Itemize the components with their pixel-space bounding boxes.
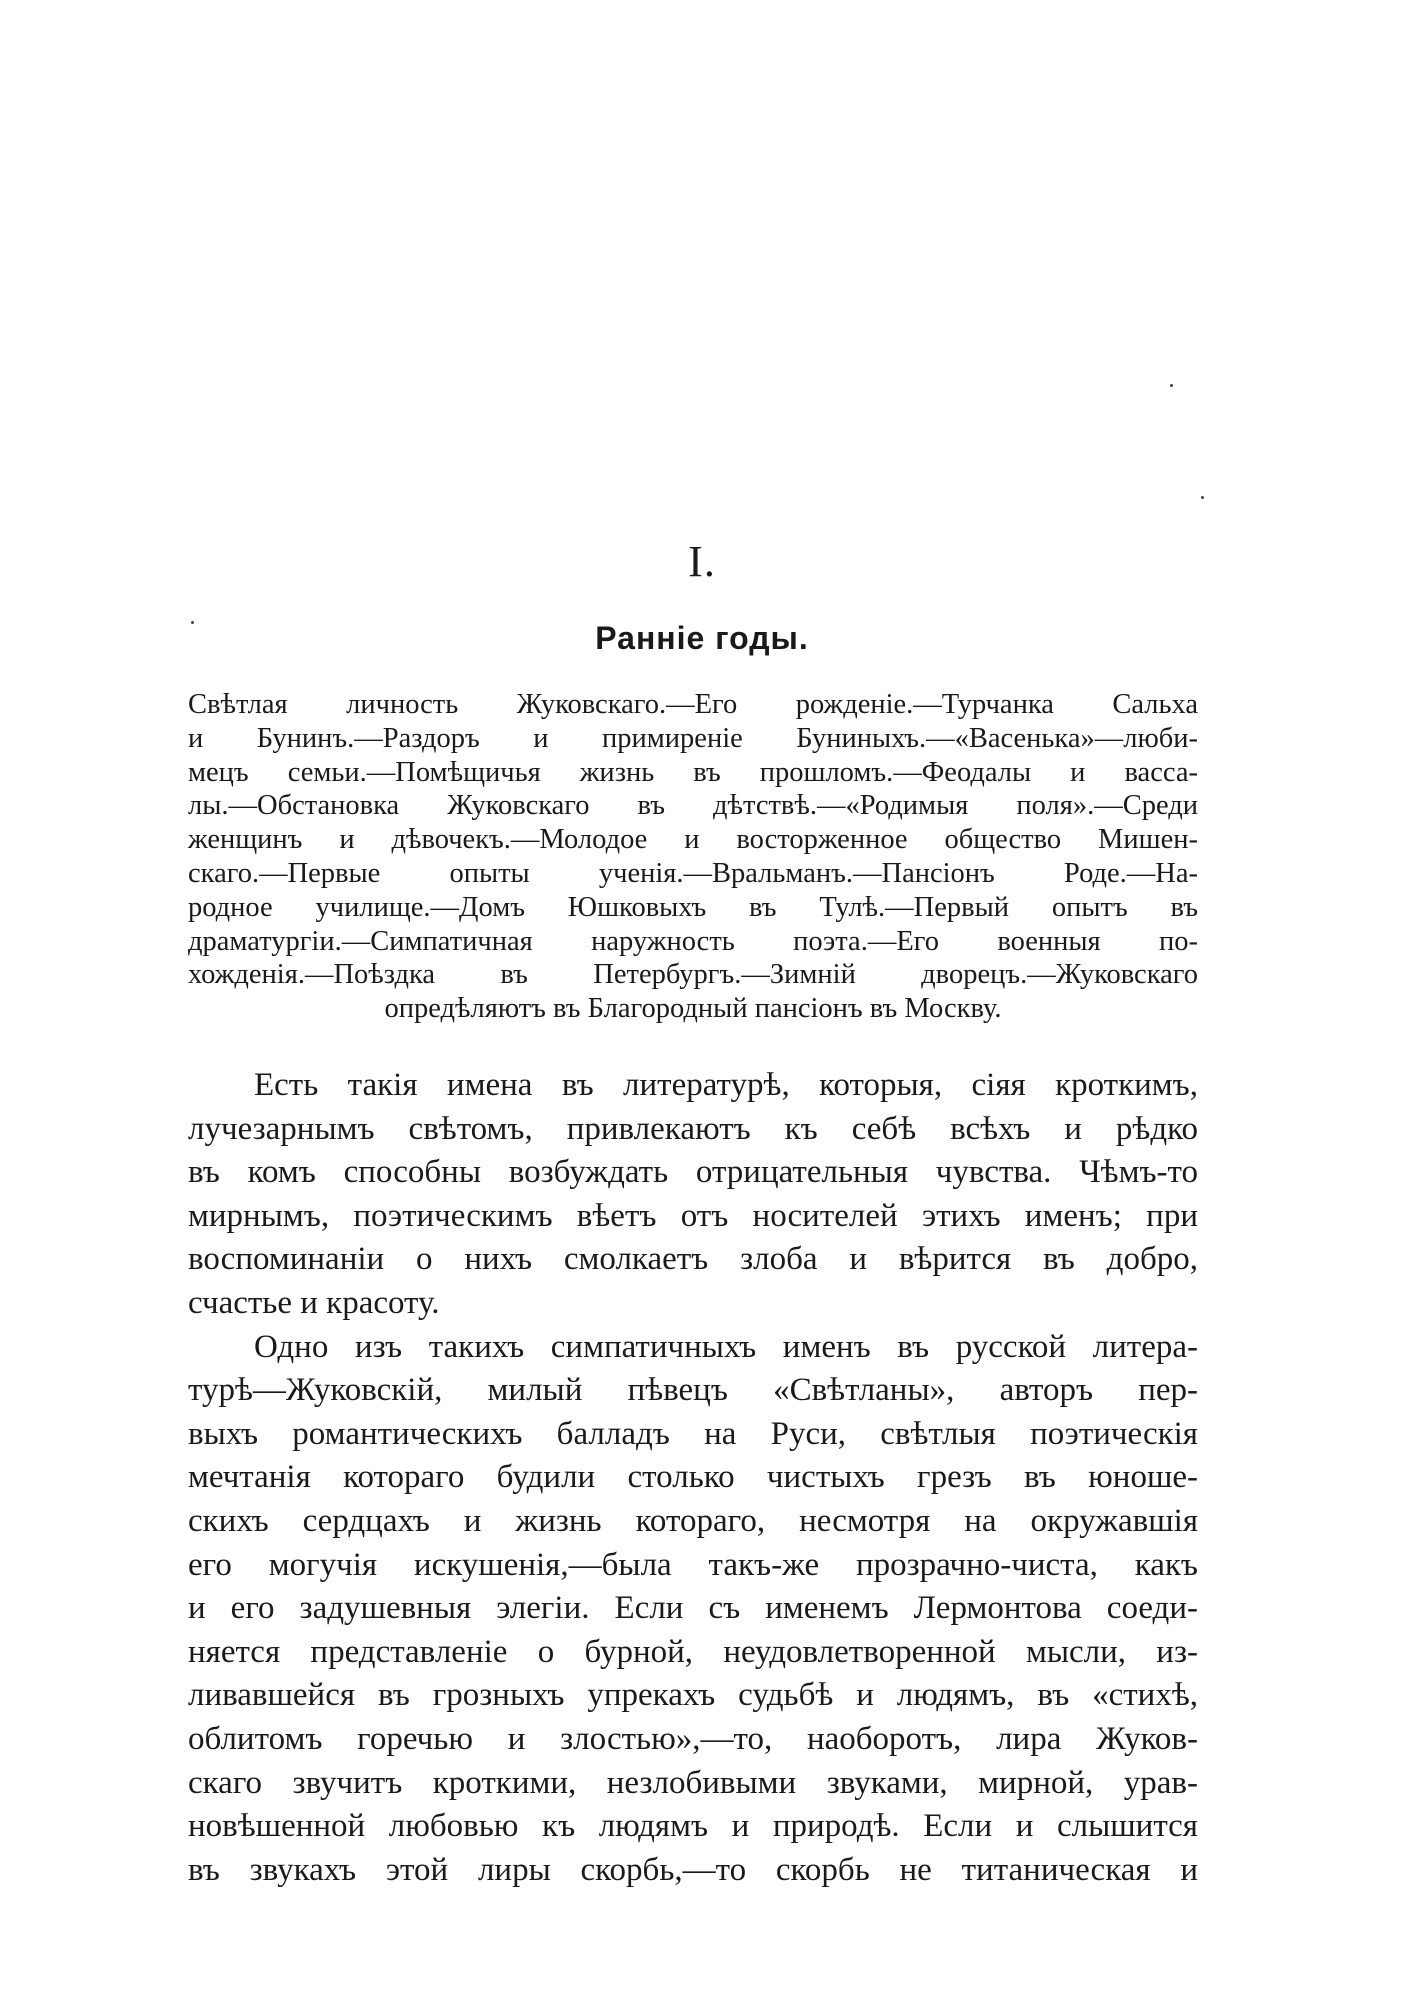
paragraph-line: въ звукахъ этой лиры скорбь,—то скорбь не титаническая и: [188, 1851, 1198, 1888]
paragraph-line: въ комъ способны возбуждать отрицательныя чувства. Чѣмъ-то: [188, 1154, 1198, 1191]
paragraph-line: Есть такія имена въ литературѣ, которыя, сіяя кроткимъ,: [254, 1067, 1198, 1103]
synopsis-line: женщинъ и дѣвочекъ.—Молодое и восторженное общество Мишен-: [188, 824, 1198, 856]
synopsis-line: скаго.—Первые опыты ученія.—Вральманъ.—Пансіонъ Роде.—На-: [188, 857, 1198, 889]
paragraph-line: лучезарнымъ свѣтомъ, привлекаютъ къ себѣ всѣхъ и рѣдко: [188, 1110, 1198, 1147]
paragraph-line: мечтанія котораго будили столько чистыхъ грезъ въ юноше-: [188, 1459, 1198, 1496]
paragraph-line: выхъ романтическихъ балладъ на Руси, свѣтлыя поэтическія: [188, 1415, 1198, 1452]
paragraph-line: ливавшейся въ грозныхъ упрекахъ судьбѣ и людямъ, въ «стихѣ,: [188, 1677, 1198, 1714]
synopsis-line: опредѣляютъ въ Благородный пансіонъ въ Москву.: [384, 993, 1002, 1025]
synopsis-line: лы.—Обстановка Жуковскаго въ дѣтствѣ.—«Родимыя поля».—Среди: [188, 790, 1198, 822]
synopsis-line: и Бунинъ.—Раздоръ и примиреніе Буниныхъ.—«Васенька»—люби-: [188, 722, 1198, 754]
paragraph: [188, 1064, 1198, 1326]
synopsis-line: хожденія.—Поѣздка въ Петербургъ.—Зимній дворецъ.—Жуковскаго: [188, 959, 1198, 991]
paragraph-line: облитомъ горечью и злостью»,—то, наоборотъ, лира Жуков-: [188, 1720, 1198, 1757]
chapter-number: I.: [688, 537, 716, 586]
synopsis-line: родное училище.—Домъ Юшковыхъ въ Тулѣ.—Первый опытъ въ: [188, 891, 1198, 923]
paragraph-line: счастье и красоту.: [188, 1284, 440, 1321]
synopsis-line: мецъ семьи.—Помѣщичья жизнь въ прошломъ.—Феодалы и васса-: [188, 756, 1198, 788]
paragraph-line: мирнымъ, поэтическимъ вѣетъ отъ носителей этихъ именъ; при: [188, 1197, 1198, 1234]
paragraph-line: воспоминаніи о нихъ смолкаетъ злоба и вѣрится въ добро,: [188, 1241, 1198, 1278]
paragraph-line: турѣ—Жуковскій, милый пѣвецъ «Свѣтланы», авторъ пер-: [188, 1372, 1198, 1409]
paragraph: [188, 1326, 1198, 1893]
synopsis-line: Свѣтлая личность Жуковскаго.—Его рожденіе.—Турчанка Сальха: [188, 689, 1198, 720]
paragraph-line: няется представленіе о бурной, неудовлетворенной мысли, из-: [188, 1633, 1198, 1670]
chapter-title: Ранніе годы.: [595, 620, 809, 656]
paragraph-line: его могучія искушенія,—была такъ-же прозрачно-чиста, какъ: [188, 1546, 1198, 1583]
paragraph-line: новѣшенной любовью къ людямъ и природѣ. Если и слышится: [188, 1808, 1198, 1845]
chapter-synopsis: [188, 688, 1198, 1026]
body-text: [188, 1064, 1198, 1892]
paragraph-line: Одно изъ такихъ симпатичныхъ именъ въ русской литера-: [254, 1328, 1198, 1365]
paragraph-line: и его задушевныя элегіи. Если съ именемъ Лермонтова соеди-: [188, 1590, 1198, 1627]
paragraph-line: скихъ сердцахъ и жизнь котораго, несмотря на окружавшія: [188, 1502, 1198, 1539]
paragraph-line: скаго звучитъ кроткими, незлобивыми звуками, мирной, урав-: [188, 1764, 1198, 1801]
synopsis-line: драматургіи.—Симпатичная наружность поэта.—Его военныя по-: [188, 925, 1198, 957]
